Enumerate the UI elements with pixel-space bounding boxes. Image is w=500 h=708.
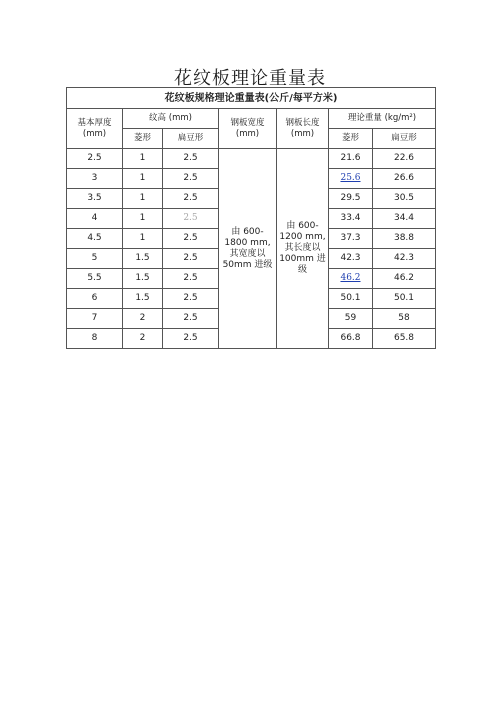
- cell-rib-diamond: 1.5: [123, 269, 163, 289]
- cell-weight-lentil: 58: [373, 309, 436, 329]
- table-caption: 花纹板规格理论重量表(公斤/每平方米): [67, 88, 436, 109]
- cell-weight-diamond: 33.4: [329, 209, 373, 229]
- cell-rib-diamond: 1.5: [123, 249, 163, 269]
- cell-width-note: 由 600-1800 mm,其宽度以 50mm 进级: [219, 149, 277, 349]
- cell-weight-lentil: 22.6: [373, 149, 436, 169]
- cell-thickness: 2.5: [67, 149, 123, 169]
- header-width-unit: (mm): [235, 128, 260, 139]
- cell-thickness: 5: [67, 249, 123, 269]
- cell-weight-diamond: 66.8: [329, 329, 373, 349]
- cell-weight-diamond: 50.1: [329, 289, 373, 309]
- cell-weight-lentil: 42.3: [373, 249, 436, 269]
- cell-rib-diamond: 1: [123, 169, 163, 189]
- cell-thickness: 8: [67, 329, 123, 349]
- cell-weight-diamond: 21.6: [329, 149, 373, 169]
- cell-weight-lentil: 65.8: [373, 329, 436, 349]
- cell-weight-diamond: 37.3: [329, 229, 373, 249]
- table-caption-row: [67, 88, 436, 109]
- cell-rib-lentil: 2.5: [163, 149, 219, 169]
- header-width-label: 钢板宽度: [230, 117, 265, 128]
- cell-rib-diamond: 1: [123, 209, 163, 229]
- cell-thickness: 3.5: [67, 189, 123, 209]
- cell-rib-lentil: 2.5: [163, 189, 219, 209]
- cell-rib-diamond: 1: [123, 229, 163, 249]
- header-weight: 理论重量 (kg/m²): [329, 109, 436, 129]
- table-row: [67, 149, 436, 169]
- cell-rib-lentil: 2.5: [163, 309, 219, 329]
- cell-length-note: 由 600-1200 mm,其长度以 100mm 进级: [277, 149, 329, 349]
- cell-rib-lentil: 2.5: [163, 289, 219, 309]
- cell-thickness: 3: [67, 169, 123, 189]
- cell-weight-diamond: 29.5: [329, 189, 373, 209]
- header-base-thickness-unit: (mm): [82, 128, 107, 139]
- header-base-thickness-label: 基本厚度: [77, 117, 112, 128]
- header-rib-diamond: 菱形: [123, 129, 163, 149]
- cell-weight-diamond: 59: [329, 309, 373, 329]
- cell-rib-lentil: 2.5: [163, 329, 219, 349]
- table-header-row: [67, 109, 436, 129]
- cell-rib-diamond: 1: [123, 189, 163, 209]
- header-rib-lentil: 扁豆形: [163, 129, 219, 149]
- header-weight-lentil: 扁豆形: [373, 129, 436, 149]
- cell-rib-diamond: 1: [123, 149, 163, 169]
- cell-rib-lentil: 2.5: [163, 209, 219, 229]
- header-rib-height: 纹高 (mm): [123, 109, 219, 129]
- cell-rib-lentil: 2.5: [163, 249, 219, 269]
- cell-thickness: 6: [67, 289, 123, 309]
- cell-weight-diamond: 42.3: [329, 249, 373, 269]
- cell-thickness: 5.5: [67, 269, 123, 289]
- weight-table: [66, 87, 436, 349]
- cell-weight-lentil: 50.1: [373, 289, 436, 309]
- cell-weight-lentil: 30.5: [373, 189, 436, 209]
- cell-weight-lentil: 26.6: [373, 169, 436, 189]
- cell-thickness: 7: [67, 309, 123, 329]
- cell-thickness: 4.5: [67, 229, 123, 249]
- cell-thickness: 4: [67, 209, 123, 229]
- cell-rib-diamond: 2: [123, 329, 163, 349]
- cell-weight-lentil: 46.2: [373, 269, 436, 289]
- cell-weight-lentil: 34.4: [373, 209, 436, 229]
- header-length: [277, 109, 329, 149]
- cell-rib-lentil: 2.5: [163, 229, 219, 249]
- cell-rib-lentil: 2.5: [163, 269, 219, 289]
- header-length-label: 钢板长度: [285, 117, 320, 128]
- cell-weight-diamond: 46.2: [329, 269, 373, 289]
- cell-rib-lentil: 2.5: [163, 169, 219, 189]
- cell-weight-diamond: 25.6: [329, 169, 373, 189]
- cell-rib-diamond: 1.5: [123, 289, 163, 309]
- header-weight-diamond: 菱形: [329, 129, 373, 149]
- document-title: 花纹板理论重量表: [174, 68, 326, 89]
- cell-rib-diamond: 2: [123, 309, 163, 329]
- cell-weight-lentil: 38.8: [373, 229, 436, 249]
- header-width: [219, 109, 277, 149]
- header-base-thickness: [67, 109, 123, 149]
- header-length-unit: (mm): [290, 128, 315, 139]
